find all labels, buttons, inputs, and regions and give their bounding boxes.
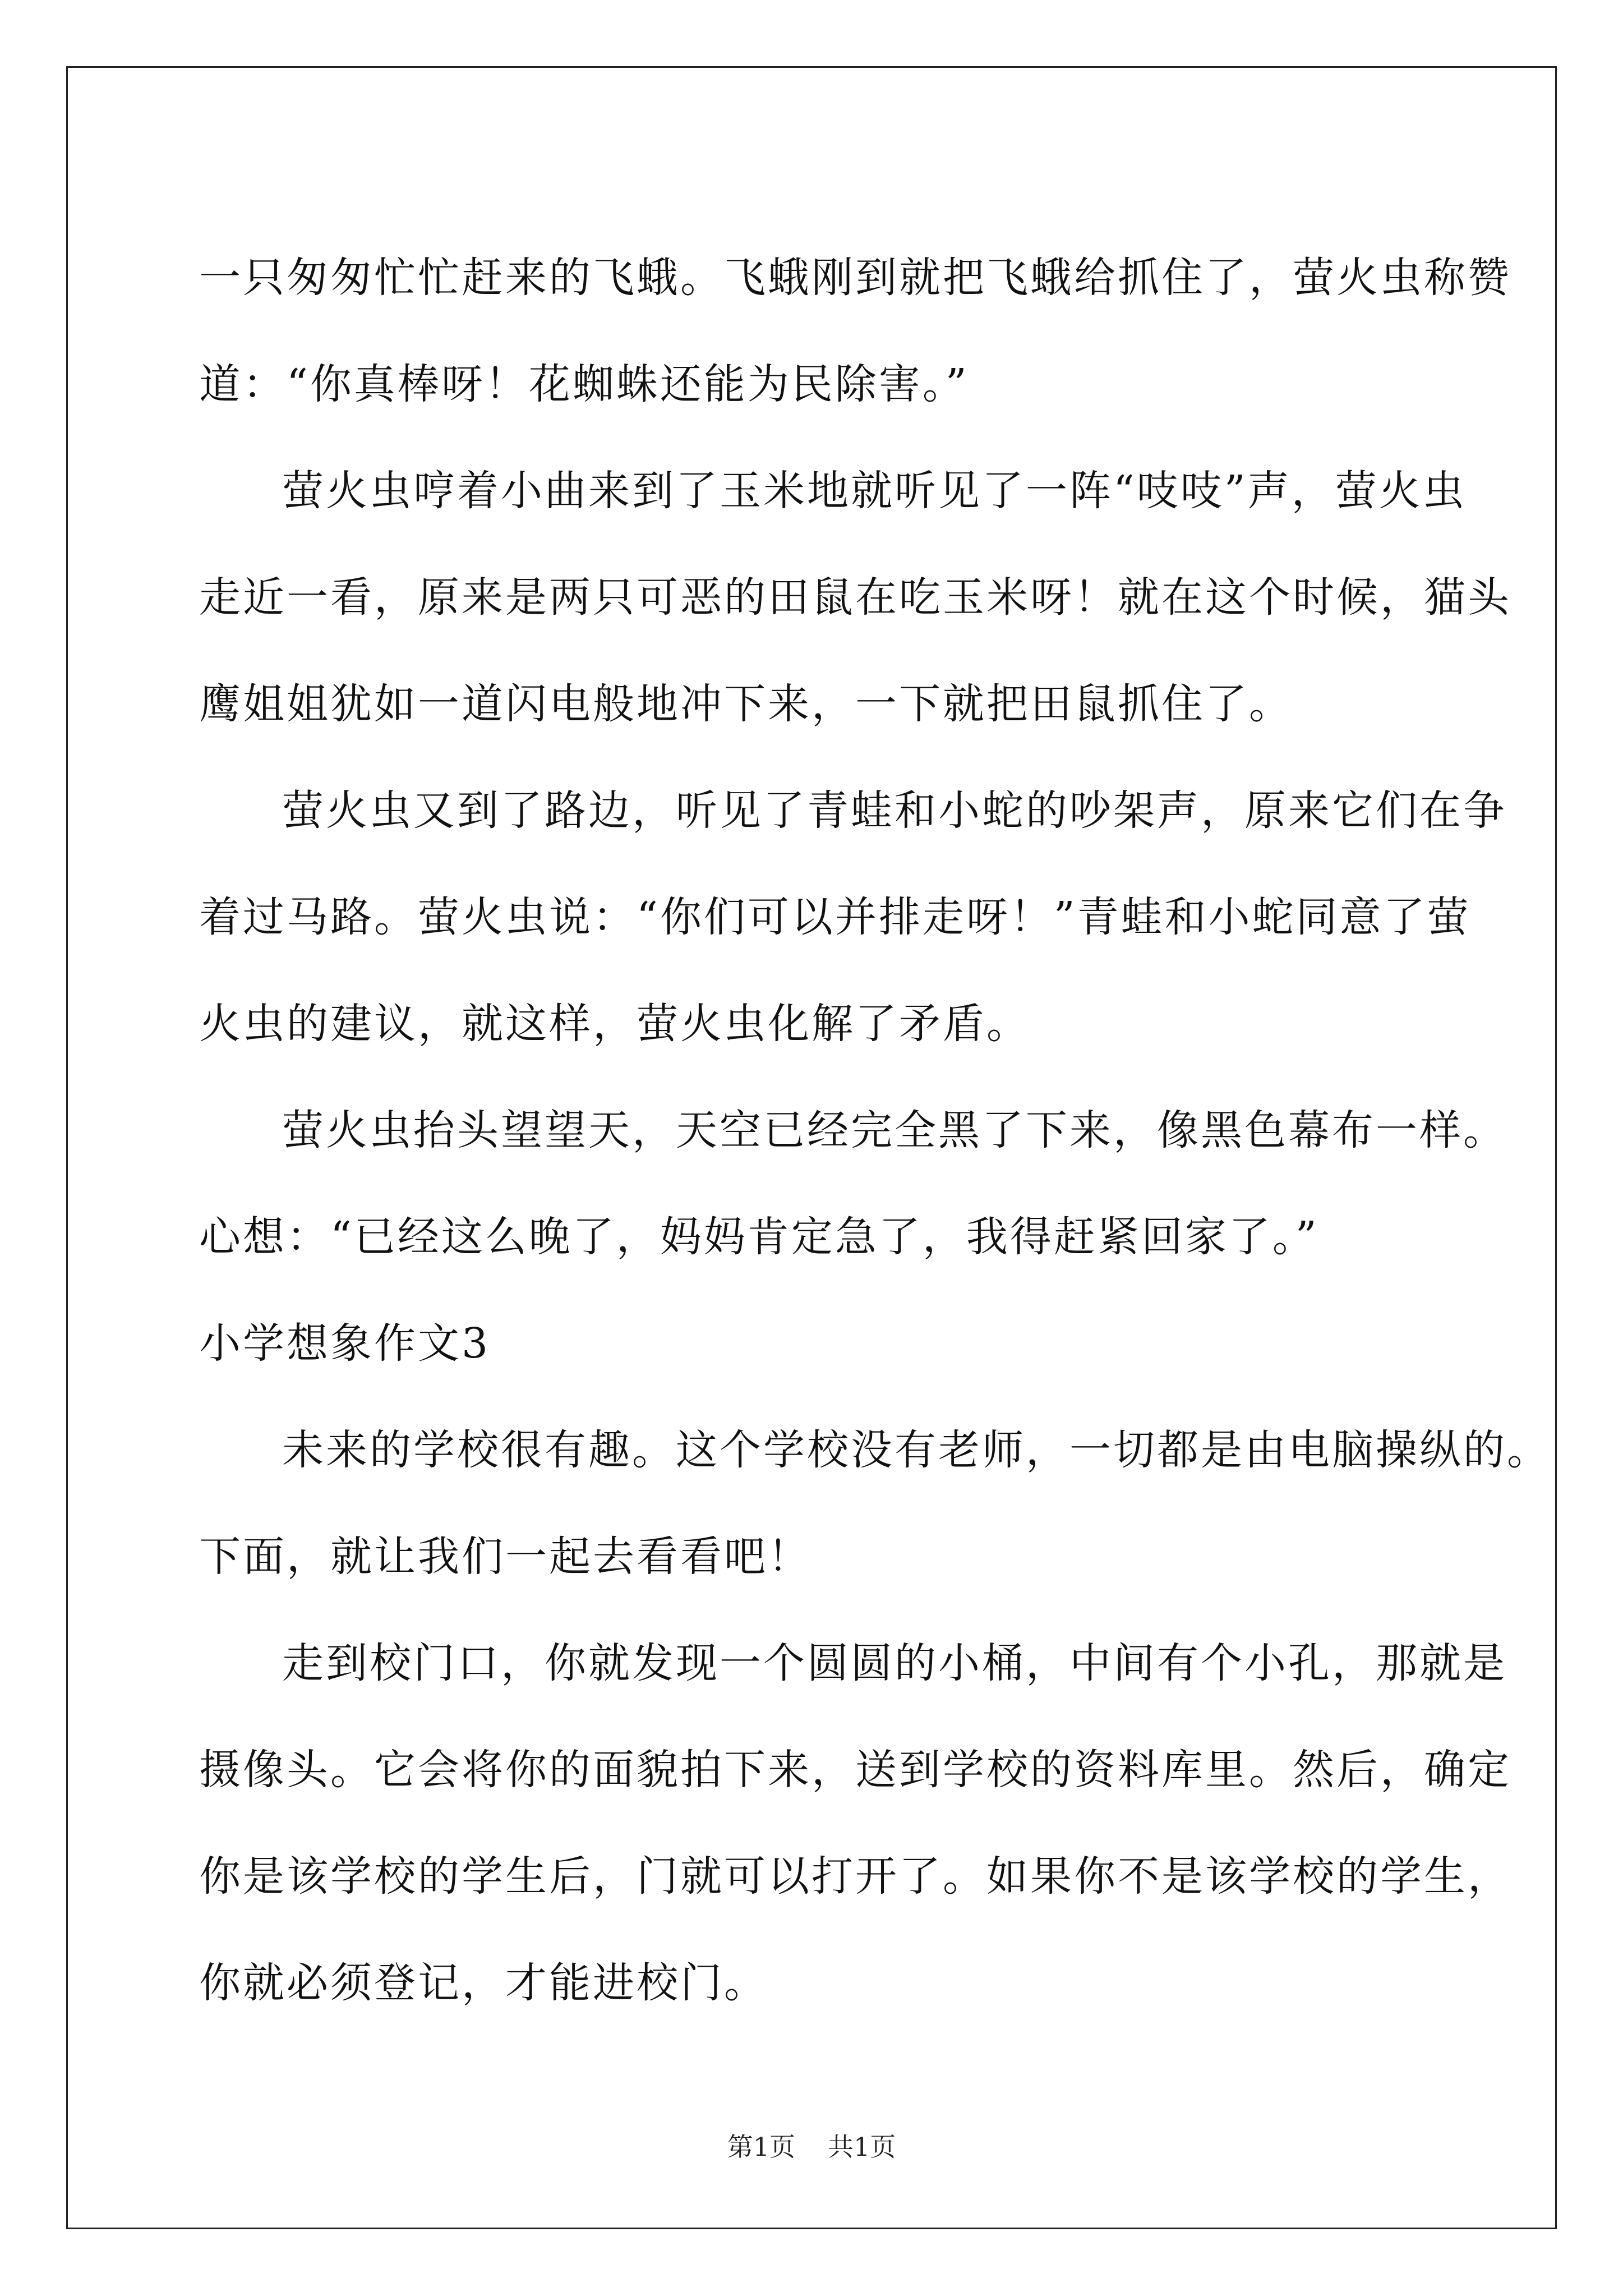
page-total: 共1页 [828,2132,896,2162]
text-line: 摄像头。它会将你的面貌拍下来，送到学校的资料库里。然后，确定 [199,1746,1511,1794]
text-line: 下面，就让我们一起去看看吧！ [199,1533,811,1581]
text-line: 走近一看，原来是两只可恶的田鼠在吃玉米呀！就在这个时候，猫头 [199,573,1511,622]
text-line: 未来的学校很有趣。这个学校没有老师，一切都是由电脑操纵的。 [282,1426,1551,1474]
text-line: 你就必须登记，才能进校门。 [199,1959,768,2007]
text-line: 萤火虫哼着小曲来到了玉米地就听见了一阵“吱吱”声，萤火虫 [282,467,1467,515]
page-footer [0,2130,1623,2164]
page-number: 第1页 [727,2132,795,2162]
text-line: 一只匆匆忙忙赶来的飞蛾。飞蛾刚到就把飞蛾给抓住了，萤火虫称赞 [199,254,1511,302]
text-line: 你是该学校的学生后，门就可以打开了。如果你不是该学校的学生， [199,1852,1511,1901]
text-line: 萤火虫又到了路边，听见了青蛙和小蛇的吵架声，原来它们在争 [282,786,1507,835]
text-line: 着过马路。萤火虫说：“你们可以并排走呀！”青蛙和小蛇同意了萤 [199,893,1471,941]
section-heading: 小学想象作文3 [199,1319,491,1368]
text-line: 火虫的建议，就这样，萤火虫化解了矛盾。 [199,1000,1030,1048]
document-body [199,224,1551,2036]
text-line: 心想：“已经这么晚了，妈妈肯定急了，我得赶紧回家了。” [199,1213,1319,1261]
text-line: 道：“你真棒呀！花蜘蛛还能为民除害。” [199,360,969,408]
text-line: 走到校门口，你就发现一个圆圆的小桶，中间有个小孔，那就是 [282,1639,1507,1687]
text-line: 鹰姐姐犹如一道闪电般地冲下来，一下就把田鼠抓住了。 [199,680,1293,728]
text-line: 萤火虫抬头望望天，天空已经完全黑了下来，像黑色幕布一样。 [282,1106,1507,1154]
